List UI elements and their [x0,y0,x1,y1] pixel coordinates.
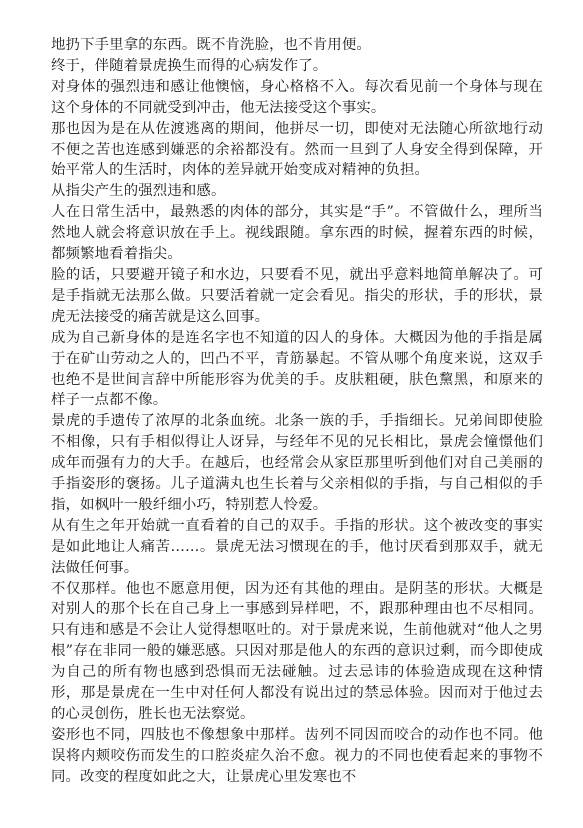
paragraph-4: 那也因为是在从佐渡逃离的期间，他拼尽一切，即使对无法随心所欲地行动不便之苦也连感到嫌恶的余裕都没有。然而一旦到了人身安全得到保障，开始平常人的生活时，肉体的差异就开始变成对精神的负担。 [51,120,543,179]
paragraph-9: 景虎的手遗传了浓厚的北条血统。北条一族的手，手指细长。兄弟间即使脸不相像，只有手相似得让人讶异，与经年不见的兄长相比，景虎会憧憬他们成年而强有力的大手。在越后，也经常会从家臣那里听到他们对自己美丽的手指姿形的褒扬。儿子道满丸也生长着与父亲相似的手指，与自己相似的手指，如枫叶一般纤细小巧，特别惹人怜爱。 [51,413,543,513]
paragraph-11: 不仅那样。他也不愿意用便，因为还有其他的理由。是阴茎的形状。大概是对别人的那个长在自己身上一事感到异样吧，不，跟那种理由也不尽相同。只有违和感是不会让人觉得想呕吐的。对于景虎来说，生前他就对“他人之男根”存在非同一般的嫌恶感。只因对那是他人的东西的意识过剩，而今即使成为自己的所有物也感到恐惧而无法碰触。过去忌讳的体验造成现在这种情形，那是景虎在一生中对任何人都没有说出过的禁忌体验。因而对于他过去的心灵创伤，胜长也无法察觉。 [51,580,543,722]
paragraph-1: 地扔下手里拿的东西。既不肯洗脸，也不肯用便。 [51,37,371,53]
paragraph-3: 对身体的强烈违和感让他懊恼，身心格格不入。每次看见前一个身体与现在这个身体的不同就受到冲击，他无法接受这个事实。 [51,78,543,116]
paragraph-10: 从有生之年开始就一直看着的自己的双手。手指的形状。这个被改变的事实是如此地让人痛苦……。景虎无法习惯现在的手，他讨厌看到那双手，就无法做任何事。 [51,517,543,576]
paragraph-6: 人在日常生活中，最熟悉的肉体的部分，其实是“手”。不管做什么，理所当然地人就会将意识放在手上。视线跟随。拿东西的时候，握着东西的时候，都频繁地看着指尖。 [51,204,543,263]
paragraph-2: 终于，伴随着景虎换生而得的心病发作了。 [51,57,328,74]
body-text [51,35,543,788]
paragraph-8: 成为自己新身体的是连名字也不知道的囚人的身体。大概因为他的手指是属于在矿山劳动之人的，凹凸不平，青筋暴起。不管从哪个角度来说，这双手也绝不是世间言辞中所能形容为优美的手。皮肤粗硬，肤色黧黑，和原来的样子一点都不像。 [51,329,543,409]
paragraph-7: 脸的话，只要避开镜子和水边，只要看不见，就出乎意料地简单解决了。可是手指就无法那么做。只要活着就一定会看见。指尖的形状，手的形状，景虎无法接受的痛苦就是这么回事。 [51,266,543,325]
paragraph-12: 姿形也不同，四肢也不像想象中那样。齿列不同因而咬合的动作也不同。他误将内颊咬伤而发生的口腔炎症久治不愈。视力的不同也使看起来的事物不同。改变的程度如此之大，让景虎心里发寒也不 [51,726,543,785]
paragraph-5: 从指尖产生的强烈违和感。 [51,183,226,200]
